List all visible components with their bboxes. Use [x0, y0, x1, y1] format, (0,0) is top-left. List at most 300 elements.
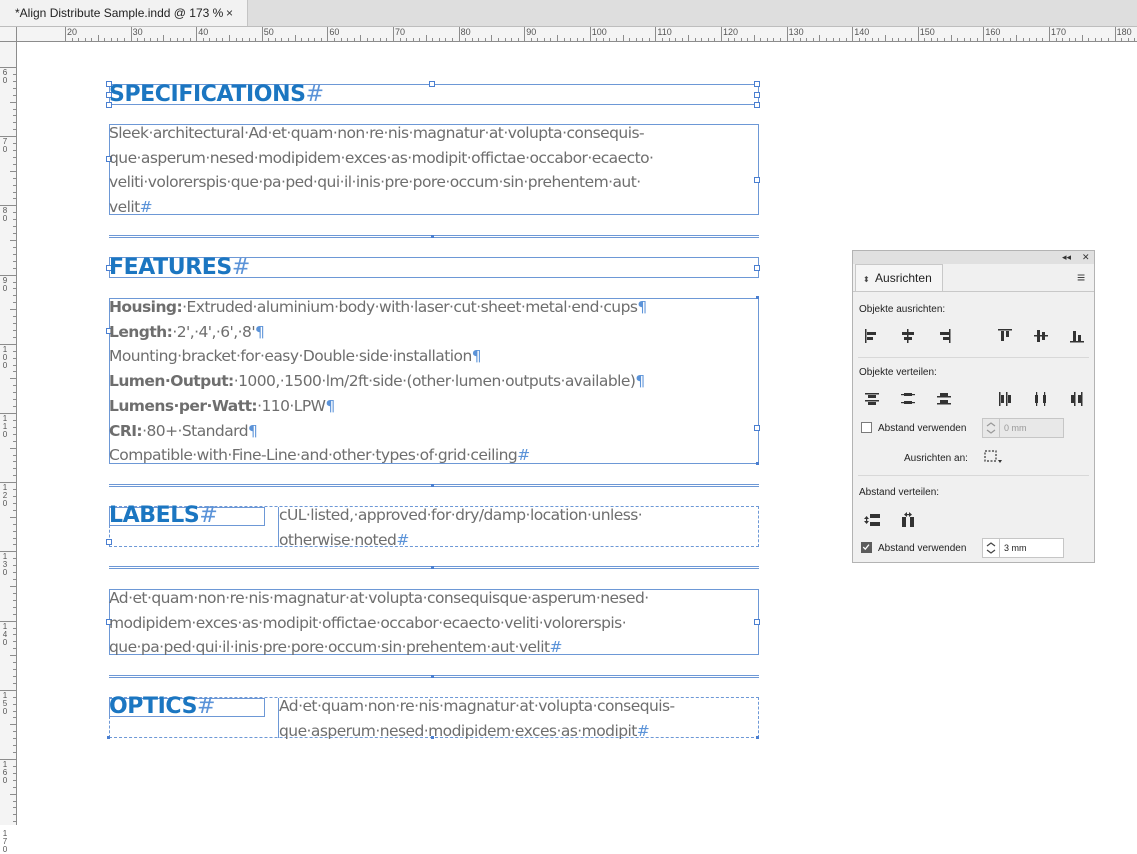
distribute-horizontal-centers-button[interactable]	[1031, 389, 1051, 409]
ruler-label: 150	[919, 27, 935, 37]
ruler-tick	[13, 365, 16, 366]
ruler-tick	[13, 704, 16, 705]
ruler-origin[interactable]	[0, 27, 17, 42]
ruler-tick	[728, 38, 729, 41]
ruler-tick	[760, 38, 761, 41]
align-top-edges-button[interactable]	[995, 326, 1015, 346]
ruler-tick	[360, 35, 361, 41]
ruler-tick	[714, 38, 715, 41]
ruler-label: 140	[854, 27, 870, 37]
ruler-tick	[498, 38, 499, 41]
ruler-tick	[13, 434, 16, 435]
ruler-label: 40	[198, 27, 209, 37]
ruler-tick	[10, 240, 16, 241]
ruler-tick	[10, 586, 16, 587]
ruler-tick	[787, 27, 788, 41]
ruler-tick	[13, 441, 16, 442]
distribute-vertical-space-button[interactable]	[862, 510, 882, 530]
ruler-tick	[78, 38, 79, 41]
ruler-tick	[1056, 38, 1057, 41]
ruler-tick	[1128, 38, 1129, 41]
ruler-tick	[13, 676, 16, 677]
ruler-tick	[13, 455, 16, 456]
ruler-tick	[636, 38, 637, 41]
ruler-tick	[1010, 38, 1011, 41]
ruler-tick	[13, 801, 16, 802]
selection-handle[interactable]	[106, 539, 112, 545]
ruler-tick	[1016, 35, 1017, 41]
tab-updown-icon: ⬍	[863, 275, 870, 284]
ruler-label: 6 0	[2, 68, 8, 85]
ruler-tick	[13, 738, 16, 739]
ruler-tick	[334, 38, 335, 41]
selection-handle[interactable]	[754, 425, 760, 431]
ruler-tick	[1121, 38, 1122, 41]
collapse-panel-icon[interactable]: ◂◂	[1062, 252, 1072, 262]
ruler-tick	[13, 475, 16, 476]
stepper-icon[interactable]	[983, 419, 1000, 437]
ruler-tick	[13, 752, 16, 753]
distribute-objects-label: Objekte verteilen:	[859, 367, 937, 378]
ruler-tick	[865, 38, 866, 41]
document-tab-title: *Align Distribute Sample.indd @ 173 %	[15, 6, 224, 20]
ruler-tick	[242, 38, 243, 41]
ruler-tick	[13, 261, 16, 262]
ruler-tick	[518, 38, 519, 41]
ruler-tick	[13, 406, 16, 407]
align-to-selection-dropdown-icon[interactable]	[983, 447, 1003, 467]
ruler-tick	[1023, 38, 1024, 41]
ruler-tick	[13, 268, 16, 269]
ruler-tick	[13, 371, 16, 372]
features-line: Length:·2',·4',·6',·8'¶	[109, 322, 265, 341]
ruler-tick	[741, 38, 742, 41]
document-tab-bar	[0, 0, 1137, 27]
frame-anchor	[756, 462, 759, 465]
ruler-tick	[10, 794, 16, 795]
ruler-tick	[524, 27, 525, 41]
ruler-tick	[10, 378, 16, 379]
ruler-tick	[13, 579, 16, 580]
ruler-tick	[72, 38, 73, 41]
ruler-tick	[406, 38, 407, 41]
ruler-tick	[10, 171, 16, 172]
ruler-tick	[13, 323, 16, 324]
ruler-tick	[10, 309, 16, 310]
ruler-tick	[308, 38, 309, 41]
ruler-tick	[13, 531, 16, 532]
ruler-tick	[767, 38, 768, 41]
selection-handle[interactable]	[429, 81, 435, 87]
ruler-tick	[813, 38, 814, 41]
ruler-tick	[773, 38, 774, 41]
ruler-tick	[655, 27, 656, 41]
ruler-tick	[13, 302, 16, 303]
horizontal-ruler[interactable]	[17, 27, 1137, 42]
ruler-tick	[13, 641, 16, 642]
ruler-tick	[13, 766, 16, 767]
ruler-tick	[13, 544, 16, 545]
divider-line[interactable]	[109, 486, 759, 487]
ruler-tick	[951, 35, 952, 41]
ruler-tick	[13, 614, 16, 615]
ruler-tick	[341, 38, 342, 41]
ruler-tick	[13, 178, 16, 179]
ruler-tick	[426, 35, 427, 41]
ruler-tick	[852, 27, 853, 41]
ruler-label: 30	[132, 27, 143, 37]
vertical-ruler[interactable]	[0, 42, 17, 854]
ruler-tick	[478, 38, 479, 41]
ruler-tick	[491, 35, 492, 41]
use-spacing-checkbox-2[interactable]	[861, 542, 872, 553]
ruler-tick	[13, 185, 16, 186]
ruler-tick	[400, 38, 401, 41]
ruler-label: 20	[67, 27, 78, 37]
features-body	[109, 295, 647, 468]
ruler-tick	[537, 38, 538, 41]
divider-line[interactable]	[109, 484, 759, 485]
ruler-tick	[970, 38, 971, 41]
distribute-vertical-centers-button[interactable]	[898, 389, 918, 409]
ruler-label: 160	[985, 27, 1001, 37]
ruler-tick	[13, 558, 16, 559]
ruler-tick	[13, 648, 16, 649]
use-spacing-checkbox-1[interactable]	[861, 422, 872, 433]
ruler-tick	[13, 634, 16, 635]
document-tab[interactable]	[0, 0, 248, 26]
ruler-tick	[13, 74, 16, 75]
ruler-tick	[13, 662, 16, 663]
ruler-label: 180	[1116, 27, 1132, 37]
ruler-tick	[255, 38, 256, 41]
ruler-tick	[997, 38, 998, 41]
ruler-tick	[354, 38, 355, 41]
use-spacing-label-2: Abstand verwenden	[878, 543, 967, 554]
ruler-tick	[10, 517, 16, 518]
features-line: Lumen·Output:·1000,·1500·lm/2ft·side·(other·lumen·outputs·available)¶	[109, 372, 645, 391]
features-line: Housing:·Extruded·aluminium·body·with·laser·cut·sheet·metal·end·cups¶	[109, 298, 647, 316]
ruler-tick	[629, 38, 630, 41]
panel-header-strip	[853, 251, 1094, 264]
ruler-tick	[1134, 38, 1135, 41]
ruler-tick	[833, 38, 834, 41]
ruler-tick	[800, 38, 801, 41]
paragraph-body: Ad·et·quam·non·re·nis·magnatur·at·volupta·consequisque·asperum·nesed· modipidem·exces·as·modipit·offictae·occabor·ecaecto·veliti·volorerspis· que·pa·ped·qui·il·inis·pre·pore·occum·sin·prehentem·aut·velit#	[109, 589, 649, 657]
ruler-tick	[531, 38, 532, 41]
ruler-tick	[393, 27, 394, 41]
ruler-tick	[688, 35, 689, 41]
ruler-tick	[675, 38, 676, 41]
close-tab-icon[interactable]: ×	[226, 6, 234, 20]
ruler-tick	[445, 38, 446, 41]
ruler-tick	[13, 399, 16, 400]
ruler-tick	[10, 102, 16, 103]
selection-handle[interactable]	[754, 619, 760, 625]
frame-anchor	[431, 484, 434, 487]
ruler-label: 1 7 0	[2, 829, 8, 854]
panel-tab-ausrichten[interactable]: ⬍ Ausrichten	[855, 264, 943, 291]
ruler-tick	[846, 38, 847, 41]
ruler-tick	[682, 38, 683, 41]
ruler-tick	[977, 38, 978, 41]
ruler-label: 8 0	[2, 206, 8, 224]
divider-line[interactable]	[109, 677, 759, 678]
align-horizontal-centers-button[interactable]	[898, 326, 918, 346]
divider-line[interactable]	[109, 566, 759, 567]
ruler-tick	[295, 35, 296, 41]
ruler-tick	[144, 38, 145, 41]
ruler-tick	[616, 38, 617, 41]
panel-separator	[858, 475, 1089, 476]
ruler-tick	[452, 38, 453, 41]
ruler-tick	[892, 38, 893, 41]
ruler-tick	[557, 35, 558, 41]
selection-handle[interactable]	[754, 102, 760, 108]
selection-handle[interactable]	[754, 81, 760, 87]
ruler-tick	[111, 38, 112, 41]
ruler-label: 80	[460, 27, 471, 37]
ruler-tick	[13, 565, 16, 566]
ruler-tick	[13, 600, 16, 601]
ruler-tick	[1095, 38, 1096, 41]
panel-menu-icon[interactable]: ≡	[1077, 269, 1086, 285]
ruler-tick	[1036, 38, 1037, 41]
ruler-tick	[472, 38, 473, 41]
ruler-tick	[124, 38, 125, 41]
ruler-tick	[13, 807, 16, 808]
ruler-tick	[701, 38, 702, 41]
ruler-tick	[1082, 35, 1083, 41]
ruler-tick	[780, 38, 781, 41]
ruler-tick	[13, 503, 16, 504]
frame-anchor	[107, 736, 110, 739]
distribute-top-edges-button[interactable]	[862, 389, 882, 409]
ruler-tick	[964, 38, 965, 41]
ruler-tick	[13, 198, 16, 199]
frame-anchor	[756, 736, 759, 739]
ruler-tick	[98, 35, 99, 41]
ruler-tick	[1049, 27, 1050, 41]
ruler-tick	[669, 38, 670, 41]
ruler-tick	[347, 38, 348, 41]
features-line: Compatible·with·Fine-Line·and·other·types·of·grid·ceiling#	[109, 446, 530, 465]
ruler-tick	[13, 109, 16, 110]
ruler-tick	[236, 38, 237, 41]
selection-handle[interactable]	[754, 265, 760, 271]
ruler-tick	[734, 38, 735, 41]
ruler-tick	[596, 38, 597, 41]
ruler-tick	[13, 392, 16, 393]
ruler-tick	[91, 38, 92, 41]
ruler-tick	[65, 27, 66, 41]
ruler-label: 7 0	[2, 137, 8, 155]
ruler-tick	[1101, 38, 1102, 41]
ruler-label: 1 6 0	[2, 760, 8, 785]
ruler-tick	[885, 35, 886, 41]
ruler-tick	[367, 38, 368, 41]
close-panel-icon[interactable]: ✕	[1082, 252, 1090, 262]
ruler-tick	[13, 489, 16, 490]
distribute-right-edges-button[interactable]	[1067, 389, 1087, 409]
ruler-tick	[1115, 27, 1116, 41]
stepper-icon[interactable]	[983, 539, 1000, 557]
ruler-tick	[314, 38, 315, 41]
ruler-tick	[262, 27, 263, 41]
ruler-tick	[13, 745, 16, 746]
ruler-tick	[13, 683, 16, 684]
ruler-tick	[183, 38, 184, 41]
ruler-tick	[577, 38, 578, 41]
ruler-tick	[983, 27, 984, 41]
divider-line[interactable]	[109, 237, 759, 238]
ruler-tick	[249, 38, 250, 41]
panel-separator	[858, 357, 1089, 358]
divider-line[interactable]	[109, 675, 759, 676]
ruler-tick	[13, 358, 16, 359]
ruler-tick	[13, 247, 16, 248]
ruler-tick	[570, 38, 571, 41]
divider-line[interactable]	[109, 235, 759, 236]
ruler-tick	[918, 27, 919, 41]
ruler-tick	[13, 233, 16, 234]
ruler-tick	[806, 38, 807, 41]
frame-anchor	[431, 675, 434, 678]
spacing-field-2[interactable]: 3 mm	[982, 538, 1064, 558]
ruler-label: 1 2 0	[2, 483, 8, 509]
ruler-tick	[826, 38, 827, 41]
ruler-tick	[275, 38, 276, 41]
ruler-tick	[590, 27, 591, 41]
distribute-bottom-edges-button[interactable]	[934, 389, 954, 409]
align-panel	[852, 250, 1095, 563]
distribute-horizontal-space-button[interactable]	[898, 510, 918, 530]
ruler-tick	[583, 38, 584, 41]
ruler-tick	[859, 38, 860, 41]
ruler-label: 50	[263, 27, 274, 37]
ruler-label: 120	[723, 27, 739, 37]
ruler-label: 110	[657, 27, 672, 37]
ruler-label: 170	[1051, 27, 1067, 37]
align-bottom-edges-button[interactable]	[1067, 326, 1087, 346]
ruler-tick	[13, 316, 16, 317]
ruler-tick	[13, 711, 16, 712]
ruler-tick	[13, 254, 16, 255]
ruler-tick	[321, 38, 322, 41]
ruler-tick	[13, 773, 16, 774]
ruler-tick	[13, 95, 16, 96]
ruler-tick	[13, 669, 16, 670]
ruler-tick	[459, 27, 460, 41]
ruler-tick	[13, 295, 16, 296]
ruler-tick	[13, 814, 16, 815]
specifications-body: Sleek·architectural·Ad·et·quam·non·re·nis·magnatur·at·volupta·consequis- que·asperum·nesed·modipidem·exces·as·modipit·offictae·occabor·ecaecto· veliti·volorerspis·que·pa·ped·qui·il·inis·pre·pore·occum·sin·prehentem·aut· velit#	[109, 124, 654, 217]
ruler-tick	[117, 38, 118, 41]
ruler-tick	[413, 38, 414, 41]
ruler-tick	[150, 38, 151, 41]
specifications-heading: SPECIFICATIONS#	[109, 82, 324, 107]
ruler-tick	[203, 38, 204, 41]
ruler-tick	[1003, 38, 1004, 41]
ruler-tick	[13, 468, 16, 469]
ruler-tick	[13, 282, 16, 283]
ruler-tick	[1062, 38, 1063, 41]
ruler-tick	[196, 27, 197, 41]
ruler-tick	[13, 731, 16, 732]
ruler-tick	[13, 572, 16, 573]
ruler-label: 130	[788, 27, 804, 37]
ruler-tick	[10, 724, 16, 725]
ruler-tick	[754, 35, 755, 41]
ruler-tick	[10, 448, 16, 449]
ruler-tick	[13, 607, 16, 608]
ruler-tick	[229, 35, 230, 41]
ruler-tick	[13, 787, 16, 788]
ruler-label: 1 0 0	[2, 344, 8, 370]
ruler-tick	[13, 593, 16, 594]
ruler-tick	[1069, 38, 1070, 41]
ruler-tick	[465, 38, 466, 41]
ruler-tick	[1029, 38, 1030, 41]
ruler-tick	[13, 115, 16, 116]
ruler-tick	[13, 157, 16, 158]
selection-handle[interactable]	[754, 92, 760, 98]
ruler-tick	[1075, 38, 1076, 41]
labels-body: cUL·listed,·approved·for·dry/damp·location·unless· otherwise·noted#	[279, 506, 643, 549]
frame-anchor	[431, 566, 434, 569]
ruler-tick	[222, 38, 223, 41]
align-right-edges-button[interactable]	[934, 326, 954, 346]
divider-line[interactable]	[109, 568, 759, 569]
ruler-tick	[957, 38, 958, 41]
ruler-tick	[13, 288, 16, 289]
ruler-tick	[137, 38, 138, 41]
ruler-tick	[327, 27, 328, 41]
ruler-tick	[13, 129, 16, 130]
optics-body: Ad·et·quam·non·re·nis·magnatur·at·volupta·consequis- que·asperum·nesed·modipidem·exces·as·modipit#	[279, 697, 675, 740]
ruler-label: 1 4 0	[2, 621, 8, 647]
ruler-tick	[209, 38, 210, 41]
align-vertical-centers-button[interactable]	[1031, 326, 1051, 346]
ruler-tick	[544, 38, 545, 41]
ruler-tick	[839, 38, 840, 41]
ruler-tick	[380, 38, 381, 41]
ruler-tick	[373, 38, 374, 41]
ruler-tick	[288, 38, 289, 41]
ruler-tick	[13, 780, 16, 781]
align-left-edges-button[interactable]	[862, 326, 882, 346]
ruler-tick	[386, 38, 387, 41]
ruler-tick	[216, 38, 217, 41]
ruler-tick	[13, 164, 16, 165]
ruler-label: 100	[591, 27, 607, 37]
ruler-tick	[13, 427, 16, 428]
ruler-tick	[13, 351, 16, 352]
distribute-left-edges-button[interactable]	[995, 389, 1015, 409]
ruler-label: 9 0	[2, 275, 8, 293]
ruler-tick	[511, 38, 512, 41]
ruler-tick	[990, 38, 991, 41]
ruler-tick	[13, 385, 16, 386]
ruler-tick	[944, 38, 945, 41]
ruler-tick	[104, 38, 105, 41]
spacing-field-1[interactable]: 0 mm	[982, 418, 1064, 438]
ruler-tick	[439, 38, 440, 41]
ruler-tick	[13, 461, 16, 462]
ruler-tick	[13, 88, 16, 89]
selection-handle[interactable]	[754, 177, 760, 183]
ruler-tick	[13, 538, 16, 539]
